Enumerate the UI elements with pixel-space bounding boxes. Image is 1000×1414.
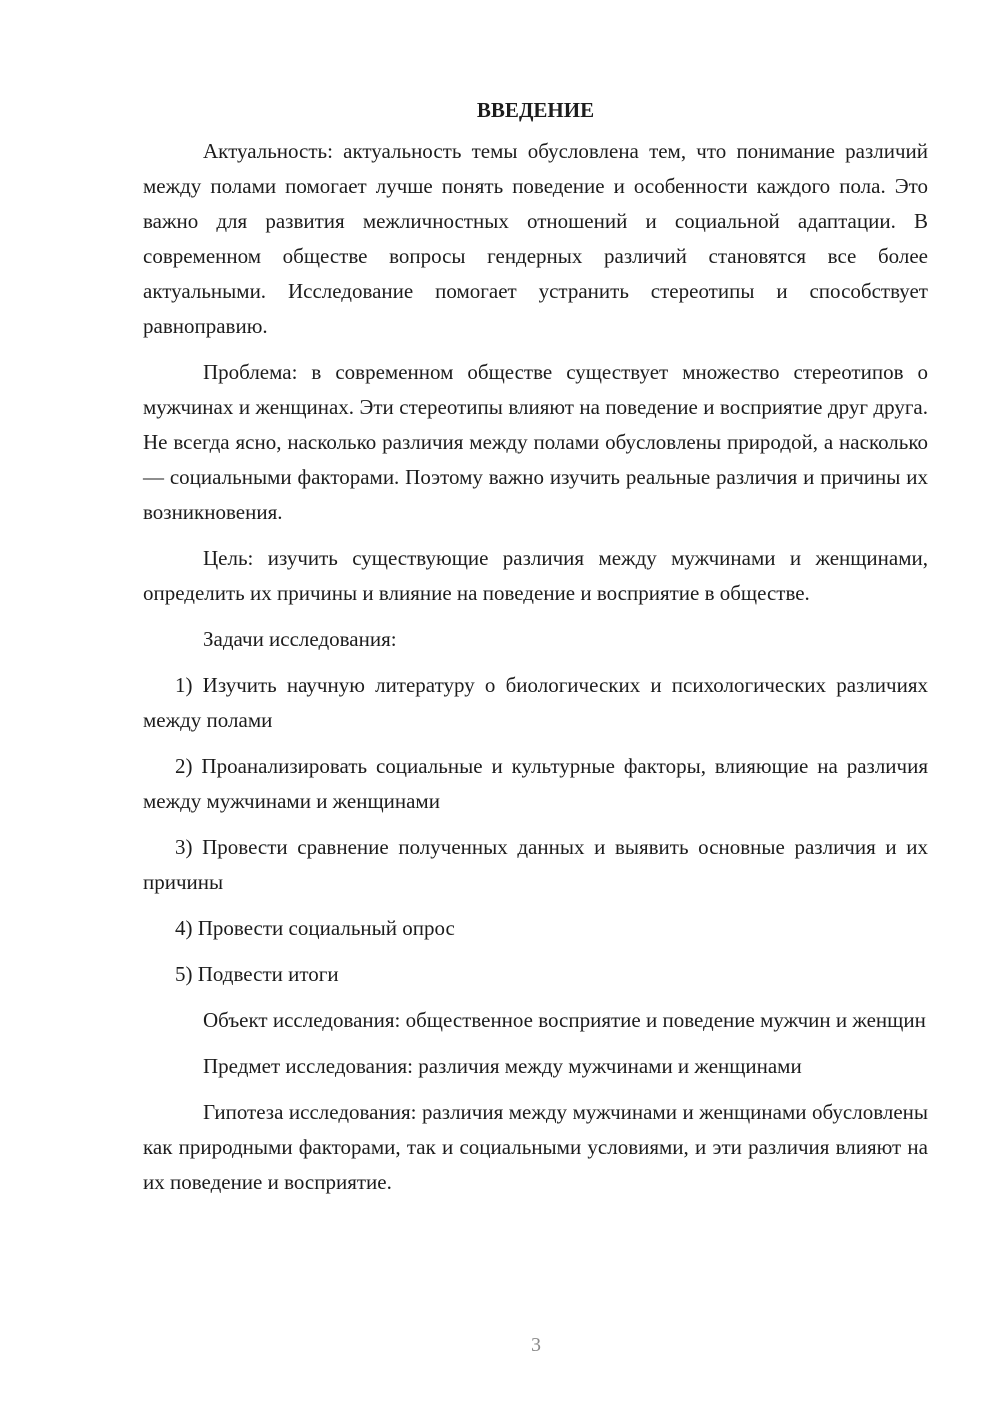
document-body [143,93,928,1211]
tasks-heading: Задачи исследования: [203,627,397,651]
section-title: ВВЕДЕНИЕ [476,98,595,122]
relevance-paragraph: Актуальность: актуальность темы обусловлена тем, что понимание различий между полами помогает лучше понять поведение и особенности каждого пола. Это важно для развития межличностных отношений и социальной адаптации. В современном обществе вопросы гендерных различий становятся все более актуальными. Исследование помогает устранить стереотипы и способствует равноправию. [143,139,928,338]
task-item-3: 3) Провести сравнение полученных данных и выявить основные различия и их причины [143,835,928,894]
task-item-1: 1) Изучить научную литературу о биологических и психологических различиях между полами [143,673,928,732]
hypothesis-paragraph: Гипотеза исследования: различия между мужчинами и женщинами обусловлены как природными факторами, так и социальными условиями, и эти различия влияют на их поведение и восприятие. [143,1100,928,1194]
goal-paragraph: Цель: изучить существующие различия между мужчинами и женщинами, определить их причины и влияние на поведение и восприятие в обществе. [143,546,928,605]
page-number: 3 [531,1334,541,1356]
task-item-2: 2) Проанализировать социальные и культурные факторы, влияющие на различия между мужчинами и женщинами [143,754,928,813]
object-paragraph: Объект исследования: общественное восприятие и поведение мужчин и женщин [203,1008,926,1032]
task-item-4: 4) Провести социальный опрос [175,916,455,940]
task-item-5: 5) Подвести итоги [175,962,339,986]
problem-paragraph: Проблема: в современном обществе существует множество стереотипов о мужчинах и женщинах. Эти стереотипы влияют на поведение и восприятие друг друга. Не всегда ясно, насколько различия между полами обусловлены природой, а насколько — социальными факторами. Поэтому важно изучить реальные различия и причины их возникновения. [143,360,928,524]
subject-paragraph: Предмет исследования: различия между мужчинами и женщинами [203,1054,802,1078]
